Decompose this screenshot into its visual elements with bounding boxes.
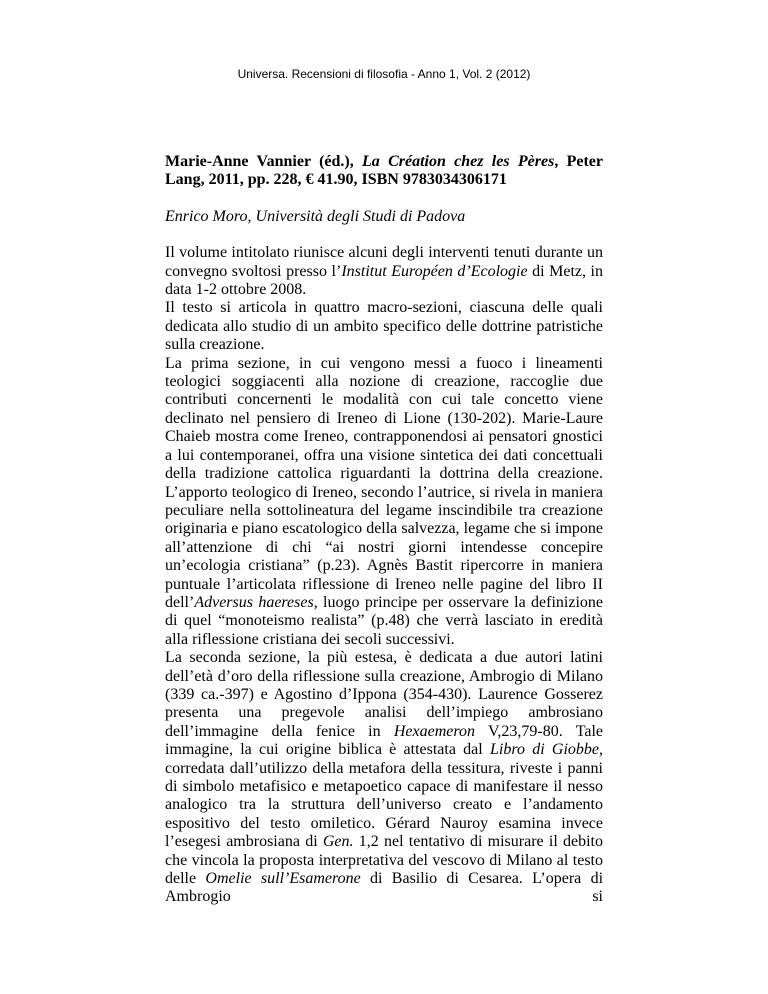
review-content <box>165 153 603 907</box>
paragraph-3-text: La prima sezione, in cui vengono messi a fuoco i lineamenti teologici soggiacenti alla nozione di creazione, raccoglie due contributi concernenti le modalità con cui tale concetto viene declinato nel pensiero di Ireneo di Lione (130-202). Marie-Laure Chaieb mostra come Ireneo, contrapponendosi ai pensatori gnostici a lui contemporanei, offra una visione sintetica dei dati concettuali della tradizione cattolica riguardanti la dottrina della creazione. L’apporto teologico di Ireneo, secondo l’autrice, si rivela in maniera peculiare nella sottolineatura del legame inscindibile tra creazione originaria e piano escatologico della salvezza, legame che si impone all’attenzione di chi “ai nostri giorni intendesse concepire un’ecologia cristiana” (p.23). Agnès Bastit ripercorre in maniera puntuale l’articolata riflessione di Ireneo nelle pagine del libro II dell’ <box>165 354 603 611</box>
running-header <box>0 67 768 81</box>
paragraph-4-text-3: , corredata dall’utilizzo della metafora della tessitura, riveste i panni di simbolo metafisico e metapoetico capace di manifestare il nesso analogico tra la struttura dell’universo creato e l’andamento espositivo del testo omiletico. Gérard Nauroy esamina invece l’esegesi ambrosiana di <box>165 741 604 851</box>
publication-details: , Peter Lang, 2011, pp. 228, € 41.90, ISBN 9783034306171 <box>165 153 604 189</box>
paragraph-4-text-4: 1,2 nel tentativo di misurare il debito che vincola la proposta interpretativa del vescovo di Milano al testo delle <box>165 833 603 888</box>
institute-name: Institut Européen d’Ecologie <box>341 262 528 280</box>
paragraph-3 <box>165 355 603 650</box>
paragraph-1 <box>165 244 603 299</box>
paragraph-4-text: La seconda sezione, la più estesa, è dedicata a due autori latini dell’età d’oro della riflessione sulla creazione, Ambrogio di Milano (339 ca.-397) e Agostino d’Ippona (354-430). Laurence Gosserez presenta una pregevole analisi dell’impiego ambrosiano dell’immagine della fenice in <box>165 649 603 740</box>
citation-gen: Gen. <box>322 833 354 851</box>
paragraph-4-text-end: di Basilio di Cesarea. L’opera di Ambrogio si <box>165 870 604 906</box>
review-title <box>165 153 603 190</box>
paragraph-4 <box>165 649 603 907</box>
work-title-omelie: Omelie sull’Esamerone <box>205 870 361 888</box>
book-title: La Création chez les Pères <box>362 153 555 170</box>
work-title-hexaemeron: Hexaemeron <box>393 722 475 740</box>
paragraph-1-text-end: di Metz, in data 1-2 ottobre 2008. <box>165 262 603 299</box>
paragraph-4-text-2: V,23,79-80. Tale immagine, la cui origine biblica è attestata dal <box>165 722 604 759</box>
work-title-libro-di-giobbe: Libro di Giobbe <box>489 741 600 759</box>
editor-name: Marie-Anne Vannier (éd.), <box>165 153 363 170</box>
reviewer-byline: Enrico Moro, Università degli Studi di Padova <box>165 207 466 225</box>
journal-running-head: Universa. Recensioni di filosofia - Anno 1, Vol. 2 (2012) <box>237 67 531 81</box>
paragraph-3-text-end: , luogo principe per osservare la definizione di quel “monoteismo realista” (p.48) che verrà lasciato in eredità alla riflessione cristiana dei secoli successivi. <box>165 593 603 648</box>
work-title-adversus-haereses: Adversus haereses <box>194 593 314 611</box>
paragraph-1-text: Il volume intitolato riunisce alcuni degli interventi tenuti durante un convegno svoltosi presso l’ <box>165 244 603 280</box>
review-body <box>165 244 603 907</box>
paragraph-2: Il testo si articola in quattro macro-sezioni, ciascuna delle quali dedicata allo studio di un ambito specifico delle dottrine patristiche sulla creazione. <box>165 299 603 354</box>
